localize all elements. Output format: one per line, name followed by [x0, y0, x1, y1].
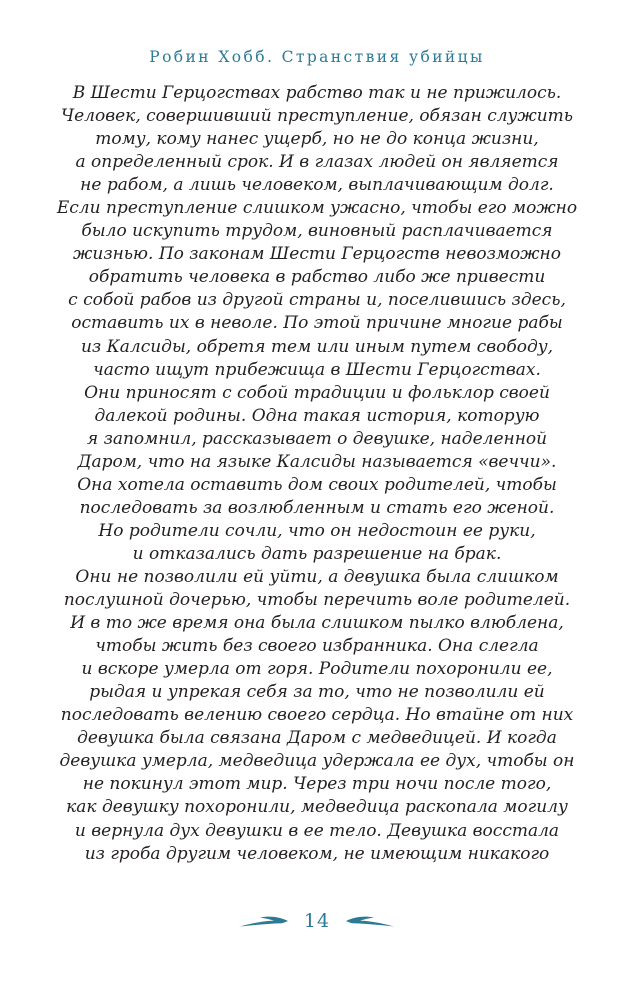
- text-line: Даром, что на языке Калсиды называется «веччи».: [77, 451, 557, 472]
- text-line: и вернула дух девушки в ее тело. Девушка восстала: [74, 820, 560, 841]
- page-footer: [0, 906, 634, 936]
- text-line: Но родители сочли, что он недостоин ее руки,: [98, 520, 536, 541]
- text-line: далекой родины. Одна такая история, которую: [94, 405, 540, 426]
- body-text: [0, 82, 634, 866]
- text-line: Человек, совершивший преступление, обязан служить: [60, 106, 574, 127]
- text-line: с собой рабов из другой страны и, поселившись здесь,: [68, 290, 566, 311]
- text-line: и вскоре умерла от горя. Родители похоронили ее,: [81, 659, 553, 680]
- text-line: а определенный срок. И в глазах людей он является: [75, 152, 559, 173]
- swallow-ornament-icon: [238, 914, 290, 928]
- text-line: последовать за возлюбленным и стать его женой.: [79, 497, 555, 518]
- text-line: как девушку похоронили, медведица раскопала могилу: [66, 797, 568, 818]
- text-line: Если преступление слишком ужасно, чтобы его можно: [56, 198, 578, 219]
- text-line: Она хотела оставить дом своих родителей, чтобы: [77, 474, 557, 495]
- text-line: часто ищут прибежища в Шести Герцогствах.: [93, 359, 541, 380]
- text-line: оставить их в неволе. По этой причине многие рабы: [71, 313, 563, 334]
- text-line: чтобы жить без своего избранника. Она слегла: [95, 636, 539, 657]
- text-line: последовать велению своего сердца. Но втайне от них: [60, 705, 574, 726]
- text-line: было искупить трудом, виновный расплачивается: [81, 221, 553, 242]
- text-line: девушка была связана Даром с медведицей. И когда: [77, 728, 557, 749]
- text-line: не покинул этот мир. Через три ночи после того,: [82, 774, 552, 795]
- text-line: не рабом, а лишь человеком, выплачивающим долг.: [80, 175, 554, 196]
- swallow-ornament-icon: [344, 914, 396, 928]
- text-line: тому, кому нанес ущерб, но не до конца жизни,: [95, 129, 539, 150]
- text-line: обратить человека в рабство либо же привести: [88, 267, 546, 288]
- text-line: рыдая и упрекая себя за то, что не позволили ей: [89, 682, 545, 703]
- text-line: В Шести Герцогствах рабство так и не прижилось.: [72, 83, 562, 103]
- text-line: я запомнил, рассказывает о девушке, наделенной: [86, 428, 548, 449]
- page-number: 14: [303, 910, 331, 932]
- text-line: Они не позволили ей уйти, а девушка была слишком: [75, 566, 559, 587]
- text-line: из гроба другим человеком, не имеющим никакого: [84, 843, 550, 864]
- text-line: и отказались дать разрешение на брак.: [132, 543, 502, 564]
- text-line: из Калсиды, обретя тем или иным путем свободу,: [80, 336, 554, 357]
- running-header: Робин Хобб. Странствия убийцы: [149, 48, 485, 66]
- text-line: жизнью. По законам Шести Герцогств невозможно: [73, 244, 561, 265]
- text-line: Они приносят с собой традиции и фольклор своей: [84, 382, 550, 403]
- text-line: И в то же время она была слишком пылко влюблена,: [70, 613, 564, 634]
- text-line: девушка умерла, медведица удержала ее дух, чтобы он: [59, 751, 575, 772]
- text-line: послушной дочерью, чтобы перечить воле родителей.: [63, 590, 571, 611]
